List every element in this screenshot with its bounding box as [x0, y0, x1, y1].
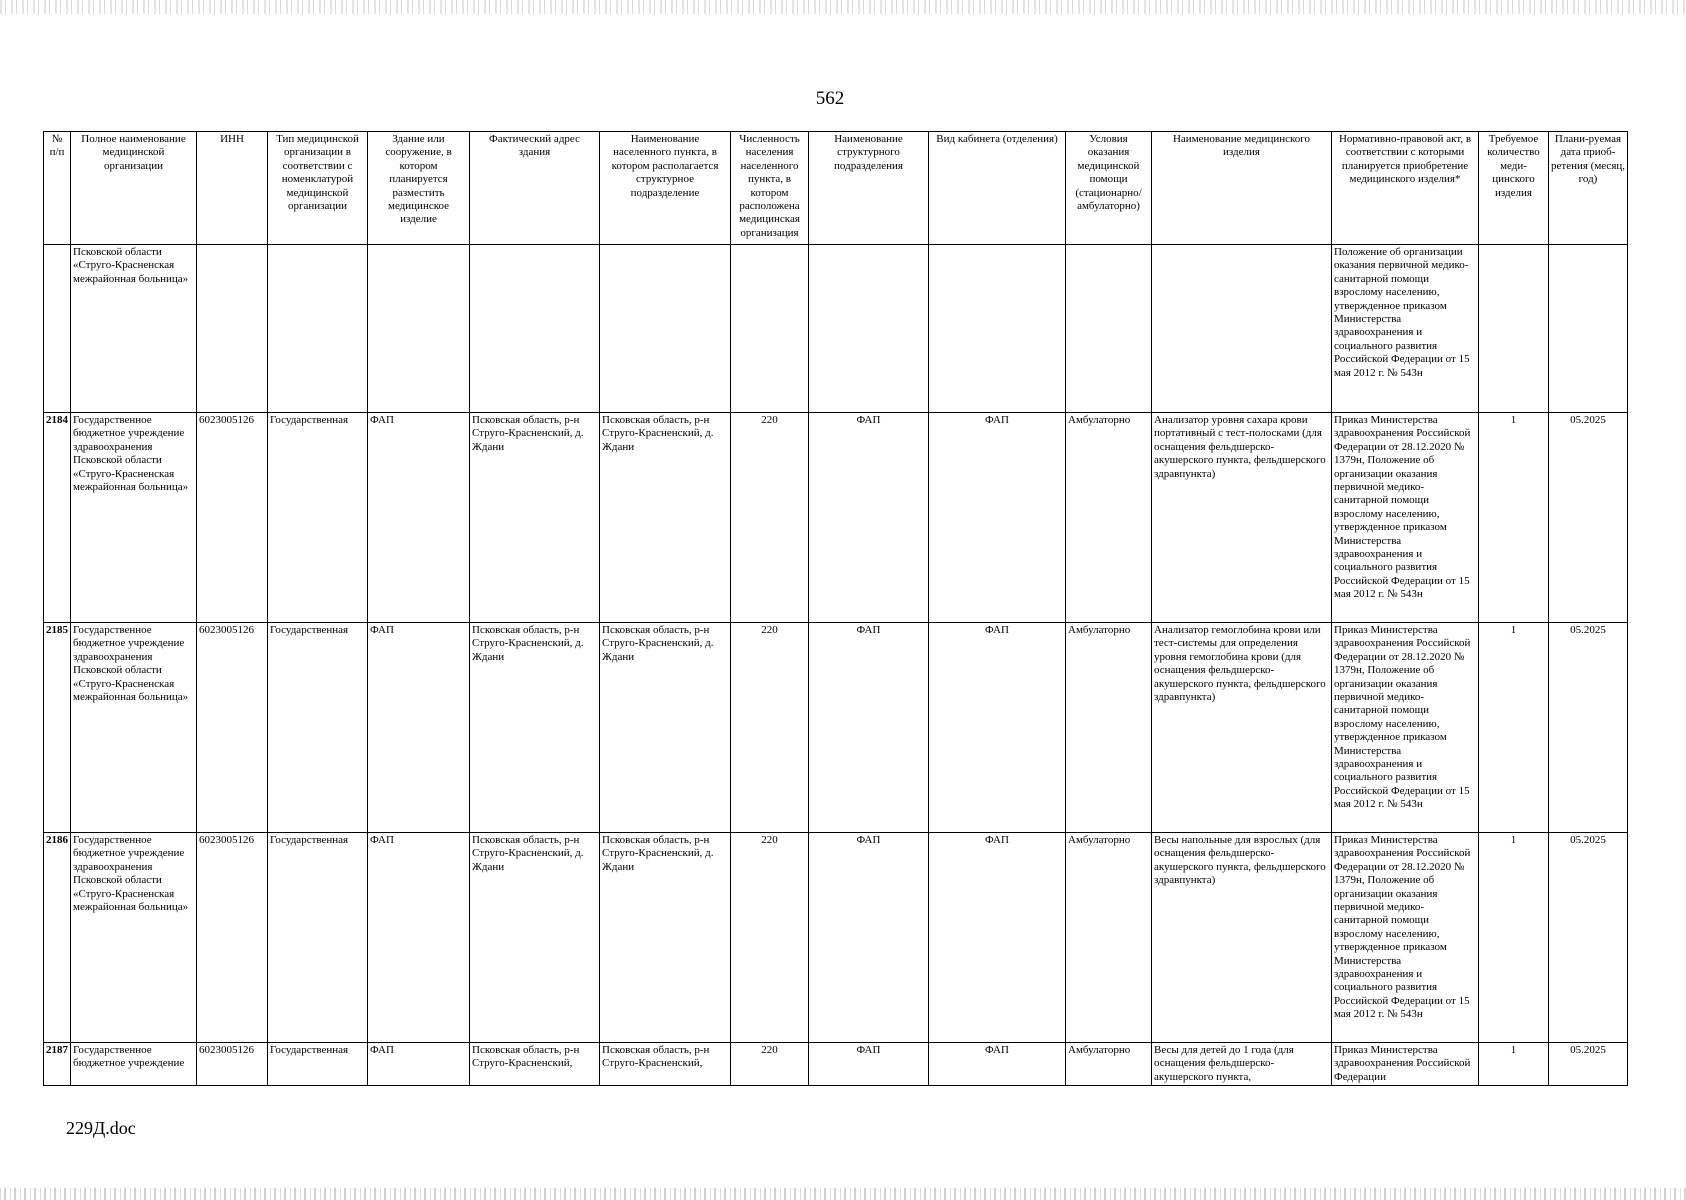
table-row-continuation	[44, 245, 1628, 413]
cell-building: ФАП	[368, 413, 470, 623]
cell-num: 2185	[44, 623, 71, 833]
cell-conditions: Амбулаторно	[1066, 623, 1152, 833]
cell-settlement: Псковская область, р-н Струго-Красненский, д. Ждани	[600, 833, 731, 1043]
cell-org: Псковской области «Струго-Красненская межрайонная больница»	[71, 245, 197, 413]
cell-type: Государственная	[268, 833, 368, 1043]
cell-qty: 1	[1479, 833, 1549, 1043]
cell-conditions: Амбулаторно	[1066, 1043, 1152, 1086]
cell-date: 05.2025	[1549, 1043, 1628, 1086]
cell-org: Государственное бюджетное учреждение	[71, 1043, 197, 1086]
cell-settlement: Псковская область, р-н Струго-Красненский,	[600, 1043, 731, 1086]
cell-qty: 1	[1479, 623, 1549, 833]
cell-type: Государственная	[268, 623, 368, 833]
cell-num: 2186	[44, 833, 71, 1043]
cell-act: Положение об организации оказания первичной медико-санитарной помощи взрослому населению, утвержденное приказом Министерства здравоохранения и социального развития Российской Федерации от 15 мая 2012 г. № 543н	[1332, 245, 1479, 413]
footer-filename: 229Д.doc	[66, 1118, 136, 1138]
cell-act: Приказ Министерства здравоохранения Российской Федерации от 28.12.2020 № 1379н, Положение об организации оказания первичной медико-санитарной помощи взрослому населению, утвержденное приказом Министерства здравоохранения и социального развития Российской Федерации от 15 мая 2012 г. № 543н	[1332, 413, 1479, 623]
cell-population: 220	[731, 833, 809, 1043]
cell-unit: ФАП	[809, 833, 929, 1043]
cell-inn: 6023005126	[197, 413, 268, 623]
cell-inn: 6023005126	[197, 623, 268, 833]
cell-date: 05.2025	[1549, 623, 1628, 833]
header-building: Здание или сооружение, в котором планируется разместить медицинское изделие	[368, 132, 470, 245]
cell-cabinet: ФАП	[929, 1043, 1066, 1086]
header-settlement: Наименование населенного пункта, в котором располагается структурное подразделение	[600, 132, 731, 245]
cell-date: 05.2025	[1549, 833, 1628, 1043]
cell-population: 220	[731, 1043, 809, 1086]
header-unit: Наименование структурного подразделения	[809, 132, 929, 245]
cell-org: Государственное бюджетное учреждение здравоохранения Псковской области «Струго-Красненская межрайонная больница»	[71, 413, 197, 623]
cell-unit: ФАП	[809, 1043, 929, 1086]
header-conditions: Условия оказания медицинской помощи (стационарно/ амбулаторно)	[1066, 132, 1152, 245]
header-type: Тип медицинской организации в соответствии с номенклатурой медицинской организации	[268, 132, 368, 245]
header-cabinet: Вид кабинета (отделения)	[929, 132, 1066, 245]
cell-inn: 6023005126	[197, 1043, 268, 1086]
cell-type: Государственная	[268, 413, 368, 623]
cell-population: 220	[731, 413, 809, 623]
cell-cabinet: ФАП	[929, 413, 1066, 623]
cell-settlement: Псковская область, р-н Струго-Красненский, д. Ждани	[600, 623, 731, 833]
cell-building: ФАП	[368, 833, 470, 1043]
cell-building: ФАП	[368, 623, 470, 833]
page-number: 562	[815, 88, 845, 109]
cell-unit: ФАП	[809, 413, 929, 623]
header-inn: ИНН	[197, 132, 268, 245]
table-row	[44, 1043, 1628, 1086]
header-device: Наименование медицинского изделия	[1152, 132, 1332, 245]
cell-address: Псковская область, р-н Струго-Красненский, д. Ждани	[470, 623, 600, 833]
cell-num: 2187	[44, 1043, 71, 1086]
cell-cabinet: ФАП	[929, 833, 1066, 1043]
table-row	[44, 833, 1628, 1043]
header-address: Фактический адрес здания	[470, 132, 600, 245]
table-row	[44, 623, 1628, 833]
cell-conditions: Амбулаторно	[1066, 833, 1152, 1043]
cell-building: ФАП	[368, 1043, 470, 1086]
cell-device: Весы напольные для взрослых (для оснащения фельдшерско-акушерского пункта, фельдшерского здравпункта)	[1152, 833, 1332, 1043]
header-population: Численность населения населенного пункта, в котором расположена медицинская организация	[731, 132, 809, 245]
cell-unit: ФАП	[809, 623, 929, 833]
header-org: Полное наименование медицинской организации	[71, 132, 197, 245]
header-date: Плани-руемая дата приоб-ретения (месяц, год)	[1549, 132, 1628, 245]
table-header-row	[44, 132, 1628, 245]
cell-device: Анализатор уровня сахара крови портативный с тест-полосками (для оснащения фельдшерско-акушерского пункта, фельдшерского здравпункта)	[1152, 413, 1332, 623]
cell-device: Весы для детей до 1 года (для оснащения фельдшерско-акушерского пункта,	[1152, 1043, 1332, 1086]
equipment-table	[43, 131, 1628, 1086]
header-qty: Требуемое количество меди-цинского изделия	[1479, 132, 1549, 245]
cell-address: Псковская область, р-н Струго-Красненский, д. Ждани	[470, 413, 600, 623]
cell-address: Псковская область, р-н Струго-Красненский,	[470, 1043, 600, 1086]
cell-org: Государственное бюджетное учреждение здравоохранения Псковской области «Струго-Красненская межрайонная больница»	[71, 833, 197, 1043]
header-num: № п/п	[44, 132, 71, 245]
cell-population: 220	[731, 623, 809, 833]
cell-act: Приказ Министерства здравоохранения Российской Федерации от 28.12.2020 № 1379н, Положение об организации оказания первичной медико-санитарной помощи взрослому населению, утвержденное приказом Министерства здравоохранения и социального развития Российской Федерации от 15 мая 2012 г. № 543н	[1332, 623, 1479, 833]
cell-act: Приказ Министерства здравоохранения Российской Федерации	[1332, 1043, 1479, 1086]
cell-device: Анализатор гемоглобина крови или тест-системы для определения уровня гемоглобина крови (для оснащения фельдшерско-акушерского пункта, фельдшерского здравпункта)	[1152, 623, 1332, 833]
cell-act: Приказ Министерства здравоохранения Российской Федерации от 28.12.2020 № 1379н, Положение об организации оказания первичной медико-санитарной помощи взрослому населению, утвержденное приказом Министерства здравоохранения и социального развития Российской Федерации от 15 мая 2012 г. № 543н	[1332, 833, 1479, 1043]
scan-edge-top	[0, 0, 1686, 14]
cell-cabinet: ФАП	[929, 623, 1066, 833]
cell-type: Государственная	[268, 1043, 368, 1086]
cell-settlement: Псковская область, р-н Струго-Красненский, д. Ждани	[600, 413, 731, 623]
cell-org: Государственное бюджетное учреждение здравоохранения Псковской области «Струго-Красненская межрайонная больница»	[71, 623, 197, 833]
cell-conditions: Амбулаторно	[1066, 413, 1152, 623]
cell-qty: 1	[1479, 1043, 1549, 1086]
header-act: Нормативно-правовой акт, в соответствии с которыми планируется приобретение медицинского изделия*	[1332, 132, 1479, 245]
cell-date: 05.2025	[1549, 413, 1628, 623]
cell-inn: 6023005126	[197, 833, 268, 1043]
table-row	[44, 413, 1628, 623]
cell-address: Псковская область, р-н Струго-Красненский, д. Ждани	[470, 833, 600, 1043]
scan-edge-bottom	[0, 1188, 1686, 1200]
cell-qty: 1	[1479, 413, 1549, 623]
cell-num: 2184	[44, 413, 71, 623]
